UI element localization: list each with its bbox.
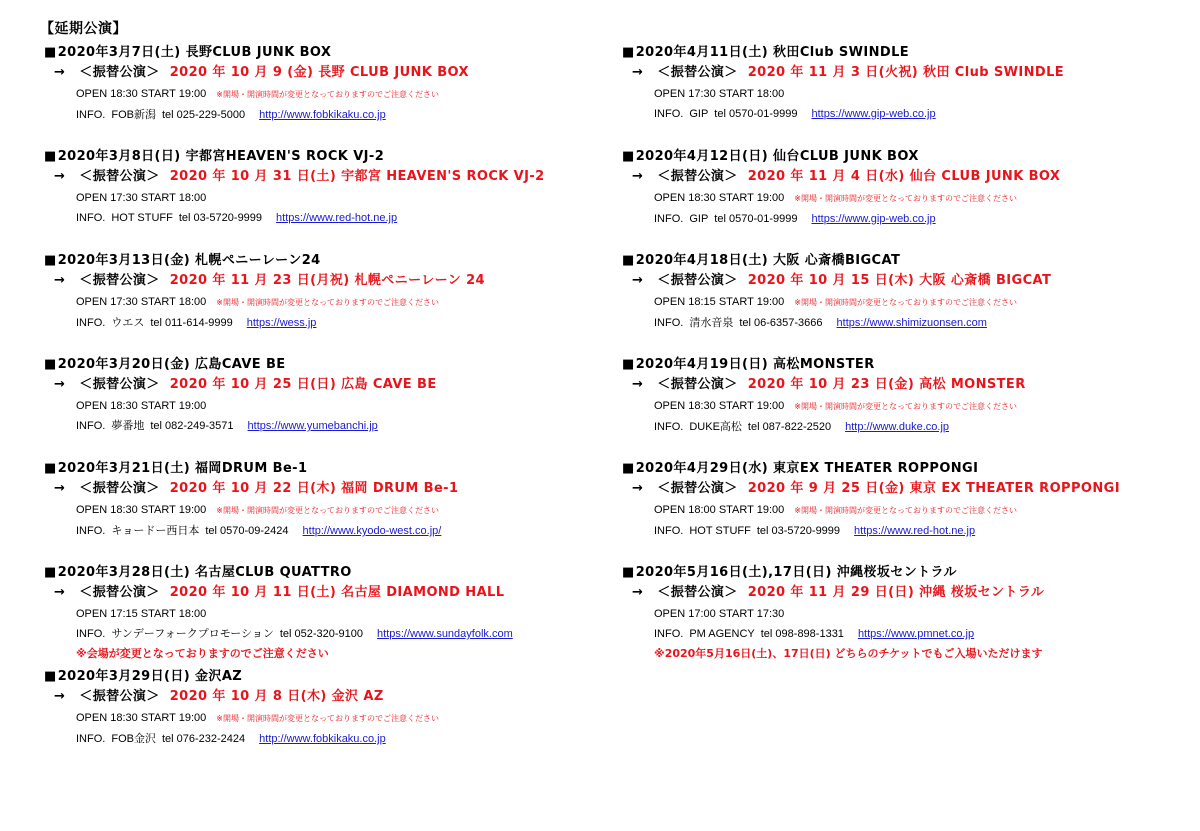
rescheduled-line <box>54 270 604 292</box>
square-bullet: ■ <box>622 357 635 372</box>
original-text: 2020年3月21日(土) 福岡DRUM Be-1 <box>57 461 308 476</box>
info-prefix: INFO. <box>76 525 106 537</box>
info-tel: tel 06-6357-3666 <box>739 317 823 329</box>
concert-entry <box>44 356 604 460</box>
info-line <box>654 417 1182 437</box>
rescheduled-label: ＜振替公演＞ <box>657 169 738 184</box>
rescheduled-label: ＜振替公演＞ <box>79 481 160 496</box>
original-date-venue <box>44 460 604 478</box>
rescheduled-date-venue: 2020 年 11 月 29 日(日) 沖縄 桜坂セントラル <box>747 585 1045 600</box>
original-date-venue <box>622 148 1182 166</box>
info-tel: tel 0570-09-2424 <box>205 525 289 537</box>
rescheduled-line <box>54 62 604 84</box>
times-line <box>654 604 1182 624</box>
square-bullet: ■ <box>622 253 635 268</box>
info-organizer: GIP <box>689 213 709 225</box>
info-prefix: INFO. <box>76 212 106 224</box>
original-date-venue <box>44 44 604 62</box>
square-bullet: ■ <box>44 669 57 684</box>
info-tel: tel 052-320-9100 <box>279 628 364 640</box>
info-line <box>76 416 604 436</box>
info-prefix: INFO. <box>76 420 106 432</box>
rescheduled-line <box>632 62 1182 84</box>
info-prefix: INFO. <box>654 628 684 640</box>
arrow-icon: → <box>632 481 644 496</box>
square-bullet: ■ <box>622 565 635 580</box>
original-text: 2020年4月19日(日) 高松MONSTER <box>635 357 875 372</box>
rescheduled-line <box>632 166 1182 188</box>
original-date-venue <box>622 460 1182 478</box>
info-prefix: INFO. <box>76 628 106 640</box>
open-start-times: OPEN 17:30 START 18:00 <box>654 88 785 100</box>
rescheduled-label: ＜振替公演＞ <box>657 481 738 496</box>
info-url-link[interactable]: http://www.fobkikaku.co.jp <box>259 733 386 745</box>
info-url-link[interactable]: https://www.pmnet.co.jp <box>857 628 975 640</box>
info-organizer: HOT STUFF <box>111 212 173 224</box>
info-prefix: INFO. <box>654 317 684 329</box>
info-organizer: HOT STUFF <box>689 525 751 537</box>
original-date-venue <box>44 148 604 166</box>
original-text: 2020年3月8日(日) 宇都宮HEAVEN'S ROCK VJ-2 <box>57 149 385 164</box>
original-text: 2020年4月12日(日) 仙台CLUB JUNK BOX <box>635 149 919 164</box>
info-url-link[interactable]: https://www.sundayfolk.com <box>377 628 513 640</box>
arrow-icon: → <box>632 273 644 288</box>
info-organizer: 夢番地 <box>111 420 145 432</box>
info-line <box>76 729 604 749</box>
concert-entry <box>44 148 604 252</box>
info-tel: tel 03-5720-9999 <box>756 525 841 537</box>
open-start-times: OPEN 17:30 START 18:00 <box>76 192 207 204</box>
info-line <box>654 104 1182 124</box>
original-text: 2020年3月28日(土) 名古屋CLUB QUATTRO <box>57 565 352 580</box>
original-date-venue <box>44 668 604 686</box>
concert-entry <box>622 460 1182 564</box>
rescheduled-label: ＜振替公演＞ <box>79 273 160 288</box>
info-tel: tel 025-229-5000 <box>161 109 246 121</box>
info-tel: tel 087-822-2520 <box>747 421 832 433</box>
rescheduled-line <box>632 270 1182 292</box>
open-start-times: OPEN 17:15 START 18:00 <box>76 608 207 620</box>
time-change-note: ※開場・開演時間が変更となっておりますのでご注意ください <box>794 402 1017 411</box>
info-line <box>654 624 1182 644</box>
info-line <box>76 105 604 125</box>
rescheduled-date-venue: 2020 年 10 月 9 (金) 長野 CLUB JUNK BOX <box>169 65 469 80</box>
info-line <box>76 313 604 333</box>
concert-entry <box>622 148 1182 252</box>
right-column <box>622 44 1182 668</box>
time-change-note: ※開場・開演時間が変更となっておりますのでご注意ください <box>216 714 439 723</box>
rescheduled-line <box>632 478 1182 500</box>
info-organizer: DUKE高松 <box>689 421 742 433</box>
rescheduled-line <box>54 582 604 604</box>
venue-change-note: ※会場が変更となっておりますのでご注意ください <box>76 647 329 660</box>
original-text: 2020年3月20日(金) 広島CAVE BE <box>57 357 286 372</box>
times-line <box>76 84 604 105</box>
concert-entry <box>44 668 604 772</box>
rescheduled-date-venue: 2020 年 10 月 31 日(土) 宇都宮 HEAVEN'S ROCK VJ-2 <box>169 169 545 184</box>
time-change-note: ※開場・開演時間が変更となっておりますのでご注意ください <box>216 506 439 515</box>
rescheduled-date-venue: 2020 年 9 月 25 日(金) 東京 EX THEATER ROPPONGI <box>747 481 1120 496</box>
info-prefix: INFO. <box>654 421 684 433</box>
info-tel: tel 0570-01-9999 <box>714 213 798 225</box>
times-line <box>76 500 604 521</box>
concert-entry <box>44 44 604 148</box>
open-start-times: OPEN 18:30 START 19:00 <box>76 504 207 516</box>
time-change-note: ※開場・開演時間が変更となっておりますのでご注意ください <box>794 298 1017 307</box>
venue-change-note: ※2020年5月16日(土)、17日(日) どちらのチケットでもご入場いただけます <box>654 647 1043 660</box>
open-start-times: OPEN 18:00 START 19:00 <box>654 504 785 516</box>
rescheduled-date-venue: 2020 年 10 月 11 日(土) 名古屋 DIAMOND HALL <box>169 585 505 600</box>
original-date-venue <box>622 564 1182 582</box>
info-line <box>76 521 604 541</box>
info-tel: tel 098-898-1331 <box>760 628 844 640</box>
rescheduled-label: ＜振替公演＞ <box>79 689 160 704</box>
info-line <box>654 521 1182 541</box>
time-change-note: ※開場・開演時間が変更となっておりますのでご注意ください <box>216 298 439 307</box>
rescheduled-label: ＜振替公演＞ <box>79 65 160 80</box>
arrow-icon: → <box>54 273 66 288</box>
open-start-times: OPEN 18:30 START 19:00 <box>76 88 207 100</box>
info-organizer: FOB金沢 <box>111 733 156 745</box>
arrow-icon: → <box>54 689 66 704</box>
original-text: 2020年3月13日(金) 札幌ペニーレーン24 <box>57 253 321 268</box>
open-start-times: OPEN 17:00 START 17:30 <box>654 608 785 620</box>
times-line <box>76 396 604 416</box>
concert-entry <box>44 252 604 356</box>
times-line <box>76 604 604 624</box>
concert-entry <box>622 44 1182 148</box>
info-organizer: キョードー西日本 <box>111 525 200 537</box>
info-tel: tel 076-232-2424 <box>161 733 246 745</box>
open-start-times: OPEN 18:30 START 19:00 <box>76 712 207 724</box>
info-url-link[interactable]: https://www.red-hot.ne.jp <box>854 525 976 537</box>
rescheduled-label: ＜振替公演＞ <box>657 377 738 392</box>
info-tel: tel 011-614-9999 <box>150 317 233 329</box>
info-line <box>654 313 1182 333</box>
info-tel: tel 0570-01-9999 <box>714 108 798 120</box>
rescheduled-line <box>632 582 1182 604</box>
square-bullet: ■ <box>44 357 57 372</box>
info-url-link[interactable]: https://wess.jp <box>246 317 317 329</box>
info-url-link[interactable]: https://www.shimizuonsen.com <box>836 317 987 329</box>
concert-entry <box>622 252 1182 356</box>
original-text: 2020年4月29日(水) 東京EX THEATER ROPPONGI <box>635 461 979 476</box>
open-start-times: OPEN 18:15 START 19:00 <box>654 296 785 308</box>
arrow-icon: → <box>54 65 66 80</box>
rescheduled-date-venue: 2020 年 10 月 8 日(木) 金沢 AZ <box>169 689 384 704</box>
rescheduled-label: ＜振替公演＞ <box>657 65 738 80</box>
rescheduled-date-venue: 2020 年 10 月 25 日(日) 広島 CAVE BE <box>169 377 437 392</box>
arrow-icon: → <box>632 65 644 80</box>
info-prefix: INFO. <box>76 733 106 745</box>
original-text: 2020年5月16日(土),17日(日) 沖縄桜坂セントラル <box>635 565 957 580</box>
original-date-venue <box>622 252 1182 270</box>
info-url-link[interactable]: https://www.gip-web.co.jp <box>811 108 936 120</box>
rescheduled-label: ＜振替公演＞ <box>79 169 160 184</box>
time-change-note: ※開場・開演時間が変更となっておりますのでご注意ください <box>794 194 1017 203</box>
original-text: 2020年3月7日(土) 長野CLUB JUNK BOX <box>57 45 332 60</box>
rescheduled-line <box>54 166 604 188</box>
rescheduled-line <box>54 374 604 396</box>
open-start-times: OPEN 18:30 START 19:00 <box>654 400 785 412</box>
square-bullet: ■ <box>44 461 57 476</box>
arrow-icon: → <box>54 481 66 496</box>
info-organizer: GIP <box>689 108 709 120</box>
arrow-icon: → <box>54 585 66 600</box>
info-url-link[interactable]: http://www.fobkikaku.co.jp <box>259 109 386 121</box>
times-line <box>654 84 1182 104</box>
info-prefix: INFO. <box>654 108 684 120</box>
rescheduled-line <box>54 686 604 708</box>
times-line <box>654 292 1182 313</box>
info-organizer: PM AGENCY <box>689 628 755 640</box>
concert-entry <box>622 356 1182 460</box>
info-prefix: INFO. <box>76 317 106 329</box>
info-prefix: INFO. <box>76 109 106 121</box>
rescheduled-date-venue: 2020 年 10 月 22 日(木) 福岡 DRUM Be-1 <box>169 481 459 496</box>
info-line <box>654 209 1182 229</box>
arrow-icon: → <box>632 377 644 392</box>
square-bullet: ■ <box>622 461 635 476</box>
info-line <box>76 624 604 644</box>
original-text: 2020年4月18日(土) 大阪 心斎橋BIGCAT <box>635 253 901 268</box>
info-organizer: サンデーフォークプロモーション <box>111 628 274 640</box>
original-text: 2020年4月11日(土) 秋田Club SWINDLE <box>635 45 910 60</box>
info-organizer: 清水音泉 <box>689 317 734 329</box>
concert-entry <box>44 460 604 564</box>
open-start-times: OPEN 18:30 START 19:00 <box>654 192 785 204</box>
info-line <box>76 208 604 228</box>
square-bullet: ■ <box>44 565 57 580</box>
open-start-times: OPEN 18:30 START 19:00 <box>76 400 207 412</box>
info-organizer: FOB新潟 <box>111 109 156 121</box>
rescheduled-date-venue: 2020 年 11 月 3 日(火祝) 秋田 Club SWINDLE <box>747 65 1065 80</box>
times-line <box>76 292 604 313</box>
info-url-link[interactable]: http://www.kyodo-west.co.jp/ <box>302 525 442 537</box>
square-bullet: ■ <box>622 149 635 164</box>
info-url-link[interactable]: https://www.gip-web.co.jp <box>811 213 936 225</box>
time-change-note: ※開場・開演時間が変更となっておりますのでご注意ください <box>216 90 439 99</box>
times-line <box>76 188 604 208</box>
concert-entry <box>622 564 1182 668</box>
section-title: 【延期公演】 <box>40 21 127 37</box>
square-bullet: ■ <box>44 45 57 60</box>
arrow-icon: → <box>632 585 644 600</box>
info-prefix: INFO. <box>654 525 684 537</box>
times-line <box>654 500 1182 521</box>
square-bullet: ■ <box>44 149 57 164</box>
original-text: 2020年3月29日(日) 金沢AZ <box>57 669 243 684</box>
rescheduled-line <box>632 374 1182 396</box>
rescheduled-date-venue: 2020 年 11 月 23 日(月祝) 札幌ペニーレーン 24 <box>169 273 486 288</box>
info-url-link[interactable]: https://www.red-hot.ne.jp <box>276 212 398 224</box>
rescheduled-label: ＜振替公演＞ <box>657 273 738 288</box>
arrow-icon: → <box>54 169 66 184</box>
info-prefix: INFO. <box>654 213 684 225</box>
times-line <box>654 188 1182 209</box>
info-url-link[interactable]: https://www.yumebanchi.jp <box>247 420 378 432</box>
times-line <box>654 396 1182 417</box>
rescheduled-line <box>54 478 604 500</box>
time-change-note: ※開場・開演時間が変更となっておりますのでご注意ください <box>794 506 1017 515</box>
rescheduled-date-venue: 2020 年 10 月 23 日(金) 高松 MONSTER <box>747 377 1026 392</box>
info-tel: tel 082-249-3571 <box>150 420 234 432</box>
concert-entry <box>44 564 604 668</box>
original-date-venue <box>622 44 1182 62</box>
original-date-venue <box>44 252 604 270</box>
square-bullet: ■ <box>44 253 57 268</box>
info-organizer: ウエス <box>111 317 145 329</box>
info-url-link[interactable]: http://www.duke.co.jp <box>845 421 950 433</box>
left-column <box>44 44 604 772</box>
rescheduled-label: ＜振替公演＞ <box>79 585 160 600</box>
original-date-venue <box>622 356 1182 374</box>
open-start-times: OPEN 17:30 START 18:00 <box>76 296 207 308</box>
info-tel: tel 03-5720-9999 <box>178 212 263 224</box>
rescheduled-date-venue: 2020 年 10 月 15 日(木) 大阪 心斎橋 BIGCAT <box>747 273 1052 288</box>
times-line <box>76 708 604 729</box>
arrow-icon: → <box>54 377 66 392</box>
arrow-icon: → <box>632 169 644 184</box>
rescheduled-label: ＜振替公演＞ <box>79 377 160 392</box>
original-date-venue <box>44 356 604 374</box>
original-date-venue <box>44 564 604 582</box>
rescheduled-date-venue: 2020 年 11 月 4 日(水) 仙台 CLUB JUNK BOX <box>747 169 1061 184</box>
square-bullet: ■ <box>622 45 635 60</box>
rescheduled-label: ＜振替公演＞ <box>657 585 738 600</box>
